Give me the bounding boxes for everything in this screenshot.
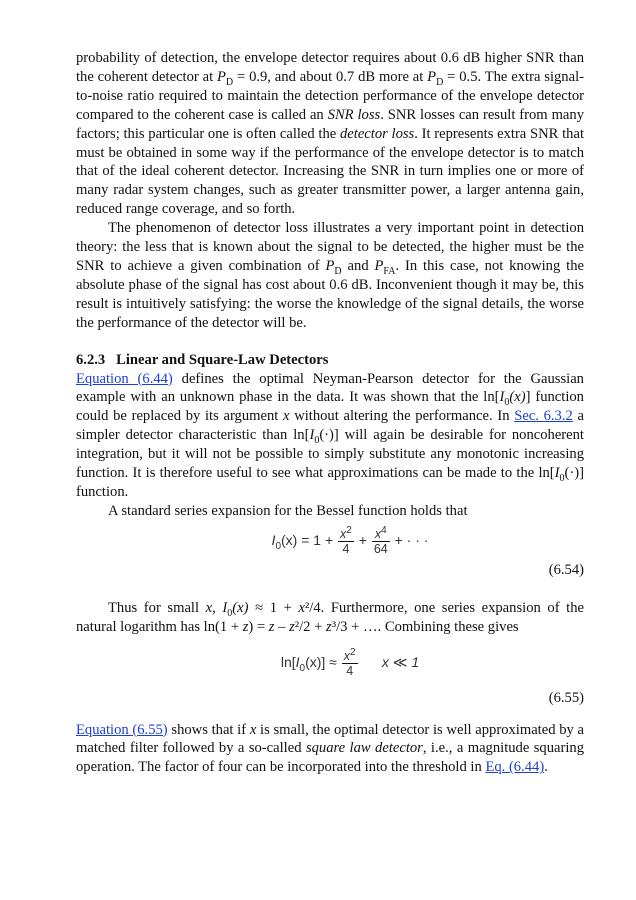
link-equation-6-44[interactable]: Equation (6.44) [76, 370, 173, 387]
math-expr: (x) = 1 + [281, 531, 334, 548]
term-square-law-detector: square law detector [305, 740, 423, 757]
math-var: z [268, 618, 275, 635]
math-var: x [249, 721, 257, 738]
term-snr-loss: SNR loss [327, 106, 381, 123]
text-segment: = 0.5. The extra signal-to-noise ratio required to maintain the detection performance of the envelope detector compared to the coherent case is called an [76, 68, 584, 123]
math-var: P [325, 257, 335, 274]
link-equation-6-55[interactable]: Equation (6.55) [76, 721, 168, 738]
math-var: P [374, 257, 384, 274]
text-segment: . In this case, not knowing the absolute phase of the signal has cost about 0.6 dB. Inconvenient though it may be, this result is intuitively satisfying: the worse the knowledge of the signal details, the worse the performance of the detector will be. [76, 257, 584, 331]
text-segment: ] function. [76, 465, 584, 500]
paragraph-detector-comparison [76, 49, 584, 219]
text-segment: without altering the performance. In [289, 408, 515, 425]
equation-6-54-formula [116, 524, 584, 556]
link-eq-6-44[interactable]: Eq. (6.44) [485, 759, 545, 776]
math-den: 4 [346, 663, 354, 678]
section-heading [76, 351, 584, 370]
paragraph-square-law [76, 721, 584, 778]
text-segment: The phenomenon of detector loss illustrates a very important point in detection theory: the less that is known about the signal to be detected, the higher must be the SNR to achieve a given combination of [76, 220, 584, 274]
equation-number: (6.54) [548, 561, 584, 578]
math-sub: 0 [504, 397, 510, 409]
text-segment: ] function could be replaced by its argument [76, 389, 584, 425]
math-var: I [554, 465, 560, 482]
text-segment: probability of detection, the envelope detector requires about 0.6 dB higher SNR than the coherent detector at [76, 50, 584, 85]
text-segment: . It represents extra SNR that must be obtained in some way if the performance of the envelope detector is to match that of the ideal coherent detector. Increasing the SNR in turn implies one or more of many radar system changes, such as greater transmitter power, a larger antenna gain, reduced range coverage, and so forth. [76, 125, 584, 218]
math-arg: (·) [564, 465, 580, 482]
equation-6-55 [76, 637, 584, 713]
section-number: 6.2.3 [76, 351, 106, 368]
term-detector-loss: detector loss [339, 125, 415, 142]
equation-6-55-formula [116, 646, 584, 678]
math-sub: 0 [559, 472, 565, 484]
text-segment: ≈ 1 + [248, 599, 299, 616]
math-var: I [295, 653, 300, 670]
equation-number: (6.55) [548, 689, 584, 706]
equation-6-54 [76, 521, 584, 593]
text-segment: = 0.9, and about 0.7 dB more at [233, 68, 428, 85]
text-segment: defines the optimal Neyman-Pearson detector for the Gaussian example with an unknown phase in the data. It was shown that the ln[ [76, 370, 584, 406]
fraction-x4-over-64 [372, 524, 390, 556]
text-segment: Thus for small [108, 599, 206, 616]
section-spacer [76, 333, 584, 351]
text-segment: ²/4. Furthermore, one series expansion of the natural logarithm has ln(1 + [76, 599, 584, 635]
section-title: Linear and Square-Law Detectors [116, 351, 329, 368]
math-sup: 2 [350, 646, 356, 658]
math-den: 4 [342, 541, 350, 556]
text-segment: A standard series expansion for the Bessel function holds that [108, 502, 468, 519]
math-var: x [283, 408, 290, 425]
math-sub: 0 [314, 435, 320, 447]
math-arg: (·) [319, 427, 334, 444]
fraction-x2-over-4 [338, 524, 354, 556]
math-var: x [205, 599, 213, 616]
math-var: P [216, 68, 226, 85]
paragraph-detector-loss [76, 219, 584, 332]
paragraph-small-x [76, 599, 584, 637]
paragraph-series-intro [76, 502, 584, 521]
math-sup: 4 [381, 524, 387, 536]
math-var: (x) [509, 389, 526, 406]
text-segment: , [212, 599, 223, 616]
math-sub: FA [383, 265, 396, 277]
text-segment: , i.e., a magnitude squaring operation. The factor of four can be incorporated into the threshold in [76, 740, 584, 776]
text-segment: ³/3 + …. Combining these gives [331, 618, 519, 635]
math-expr: (x)] ≈ [305, 653, 337, 670]
math-sub: 0 [227, 607, 233, 619]
math-var: z [326, 618, 332, 635]
math-var: x [298, 599, 305, 616]
text-segment: – [274, 618, 290, 635]
math-var: z [289, 618, 295, 635]
math-var: I [499, 389, 505, 406]
math-var: I [271, 531, 276, 548]
text-segment: . SNR losses can result from many factors; this particular one is often called the [76, 106, 584, 142]
math-var: x [374, 526, 382, 541]
text-segment: and [341, 257, 375, 274]
math-var: P [427, 68, 437, 85]
text-segment: is small, the optimal detector is well approximated by a matched filter followed by a so-called [76, 721, 584, 757]
math-sup: 2 [346, 524, 352, 536]
text-segment: ²/2 + [294, 618, 327, 635]
math-var: x [340, 526, 347, 541]
math-expr: ln[ [280, 653, 296, 670]
text-segment: . [544, 759, 548, 776]
math-condition: x ≪ 1 [381, 653, 420, 670]
math-var: x [343, 648, 351, 663]
text-segment: ) = [248, 618, 269, 635]
link-section-6-3-2[interactable]: Sec. 6.3.2 [514, 408, 573, 425]
math-den: 64 [373, 541, 388, 556]
text-segment: a simpler detector characteristic than ln[ [76, 408, 584, 444]
math-sub: D [334, 265, 342, 277]
math-sub: D [436, 76, 444, 88]
math-sub: D [225, 76, 234, 88]
math-sub: 0 [299, 662, 306, 674]
text-segment: shows that if [167, 721, 250, 738]
math-var: z [242, 618, 249, 635]
math-var: (x) [232, 599, 249, 616]
math-sub: 0 [275, 540, 281, 552]
page-body [76, 49, 584, 777]
math-expr: + · · · [394, 531, 429, 548]
math-var: I [309, 427, 315, 444]
math-var: I [222, 599, 228, 616]
paragraph-linear-square [76, 370, 584, 502]
text-segment: ] will again be desirable for noncoherent integration, but it will not be possible to simply substitute any monotonic increasing function. It is therefore useful to see what approximations can be made to the ln[ [76, 427, 584, 482]
math-op: + [358, 531, 367, 548]
fraction-x2-over-4 [342, 646, 358, 678]
